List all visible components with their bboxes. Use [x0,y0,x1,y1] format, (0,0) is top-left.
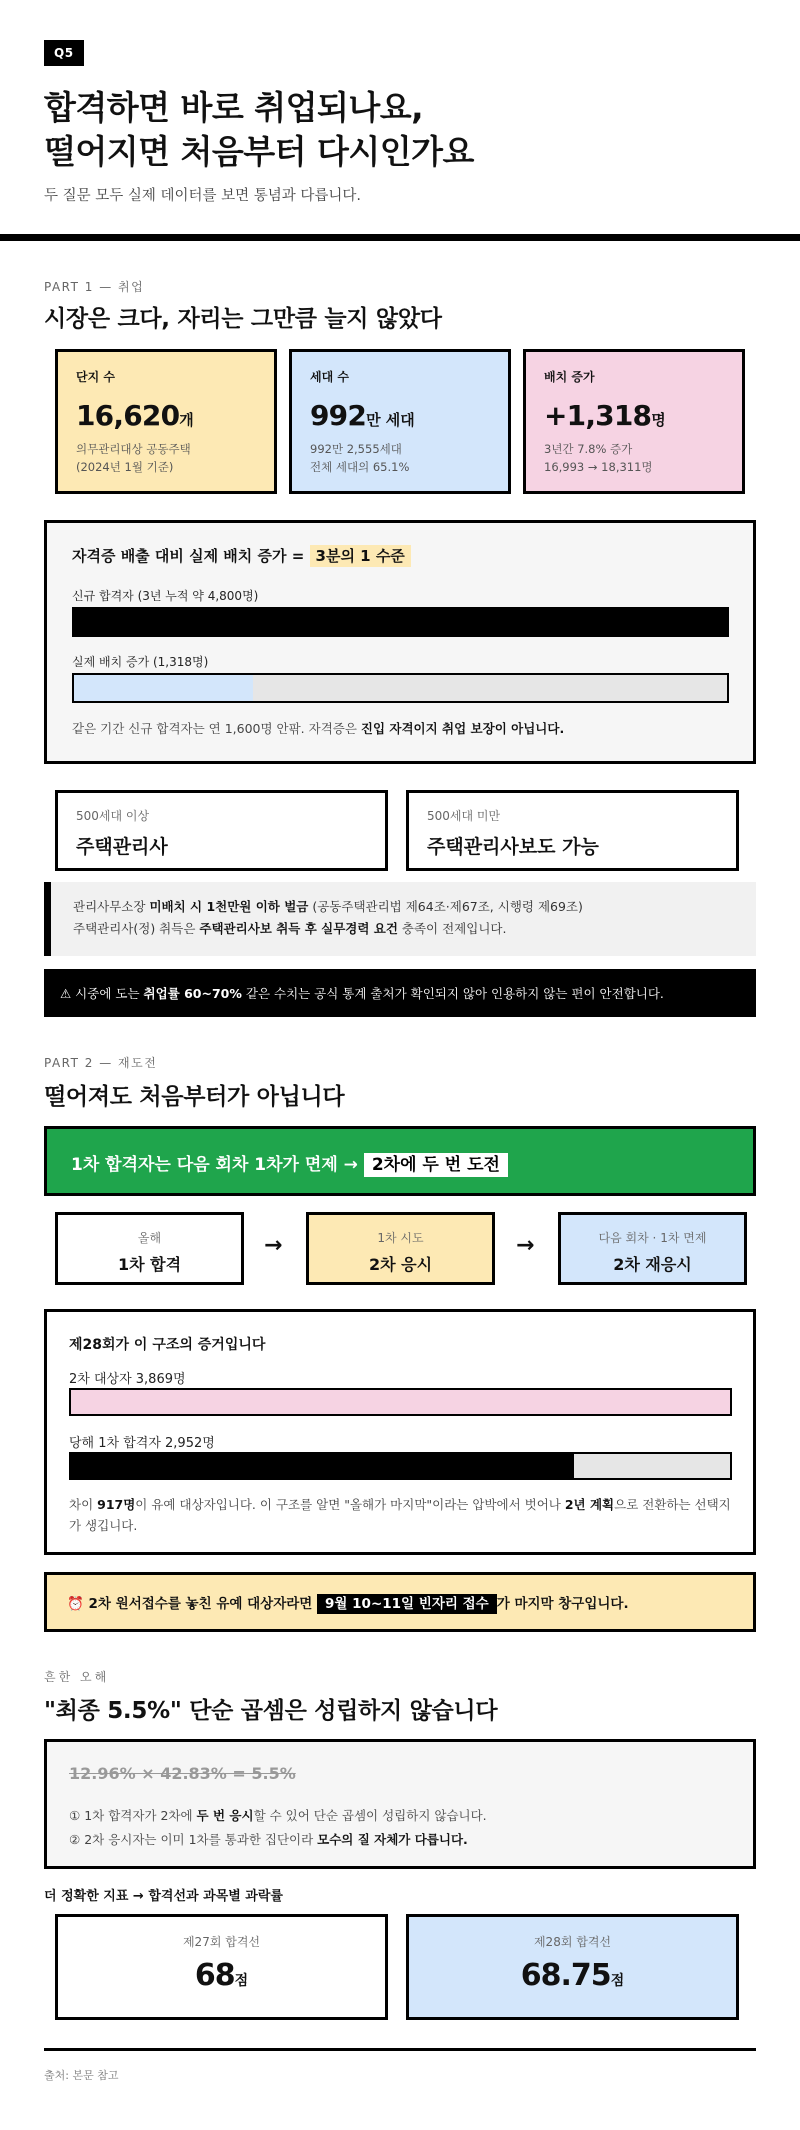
myth-point-1: ① 1차 합격자가 2차에 두 번 응시할 수 있어 단순 곱셈이 성립하지 않습니다. [69,1808,487,1823]
page-title [44,86,756,174]
bar-first-passers [69,1452,732,1480]
part2-heading: 떨어져도 처음부터가 아닙니다 [44,1084,345,1110]
stat-detail: 992만 2,555세대 전체 세대의 65.1% [310,442,410,474]
role-title: 주택관리사 [76,836,168,858]
wrong-formula: 12.96% × 42.83% = 5.5% [69,1764,296,1783]
retry-highlight: 2차에 두 번 도전 [364,1153,508,1177]
evidence-note: 차이 917명이 유예 대상자입니다. 이 구조를 알면 "올해가 마지막"이라는 압박에서 벗어나 2년 계획으로 전환하는 선택지가 생깁니다. [69,1497,731,1533]
score-label: 제27회 합격선 [182,1935,261,1949]
role-title: 주택관리사보도 가능 [427,836,599,858]
stat-card-households [289,349,511,494]
bar-fill [71,1390,730,1414]
comparison-highlight: 3분의 1 수준 [310,545,411,567]
myth-point-2: ② 2차 응시자는 이미 1차를 통과한 집단이라 모수의 질 자체가 다릅니다. [69,1832,468,1847]
role-card-manager [55,790,388,871]
stat-card-complexes [55,349,277,494]
score-card-27 [55,1914,388,2020]
role-sub: 500세대 이상 [76,809,150,823]
law-line-2: 주택관리사(정) 취득은 주택관리사보 취득 후 실무경력 요건 충족이 전제입니다. [73,921,507,936]
law-line-1: 관리사무소장 미배치 시 1천만원 이하 벌금 (공동주택관리법 제64조·제67조, 시행령 제69조) [73,899,583,914]
alarm-clock-icon: ⏰ [67,1596,84,1612]
page-subtitle: 두 질문 모두 실제 데이터를 보면 통념과 다릅니다. [44,188,362,204]
bar-label-new-passers: 신규 합격자 (3년 누적 약 4,800명) [72,589,259,603]
retry-banner: 1차 합격자는 다음 회차 1차가 면제 → 2차에 두 번 도전 [44,1126,756,1196]
myth-eyebrow: 흔한 오해 [44,1670,110,1684]
part2-eyebrow: PART 2 — 재도전 [44,1056,158,1070]
evidence-panel [44,1309,756,1555]
stat-value: 992만 세대 [310,399,415,432]
bar-new-passers [72,607,729,637]
stat-detail: 3년간 7.8% 증가 16,993 → 18,311명 [544,442,653,474]
header-divider [0,234,800,241]
flow-step-3 [558,1212,747,1285]
law-callout [44,882,756,956]
role-sub: 500세대 미만 [427,809,501,823]
bar-fill [74,609,727,635]
score-card-28 [406,1914,739,2020]
evidence-title: 제28회가 이 구조의 증거입니다 [69,1337,266,1353]
stat-detail: 의무관리대상 공동주택 (2024년 1월 기준) [76,442,191,474]
stat-label: 단지 수 [76,370,115,384]
role-card-assistant [406,790,739,871]
flow-title: 1차 합격 [117,1255,182,1274]
score-value: 68점 [194,1958,249,1993]
flow-step-1 [55,1212,244,1285]
bar-second-targets [69,1388,732,1416]
warning-banner: ⚠ 시중에 도는 취업률 60~70% 같은 수치는 공식 통계 출처가 확인되지 않아 인용하지 않는 편이 안전합니다. [44,969,756,1017]
stat-card-placements [523,349,745,494]
stat-label: 세대 수 [310,370,349,384]
title-line-2: 떨어지면 처음부터 다시인가요 [44,132,474,171]
bar-label-first-passers: 당해 1차 합격자 2,952명 [69,1436,215,1451]
myth-panel [44,1739,756,1869]
alarm-highlight: 9월 10~11일 빈자리 접수 [317,1594,497,1614]
question-tag: Q5 [44,40,84,66]
footer-source: 출처: 본문 참고 [44,2069,119,2082]
stat-label: 배치 증가 [544,370,595,384]
flow-step-2 [306,1212,495,1285]
flow-title: 2차 재응시 [613,1255,692,1274]
part1-eyebrow: PART 1 — 취업 [44,280,145,294]
flow-sub: 1차 시도 [377,1231,424,1245]
stat-value: +1,318명 [544,399,666,432]
bar-fill [74,675,253,701]
flow-sub: 다음 회차 · 1차 면제 [598,1231,707,1245]
flow-title: 2차 응시 [368,1255,433,1274]
bar-fill [71,1454,574,1478]
footer-divider [44,2048,756,2051]
flow-sub: 올해 [137,1231,162,1245]
bar-placements [72,673,729,703]
comparison-title: 자격증 배출 대비 실제 배치 증가 = 3분의 1 수준 [72,545,411,566]
arrow-right-icon: → [516,1233,535,1258]
comparison-note: 같은 기간 신규 합격자는 연 1,600명 안팎. 자격증은 진입 자격이지 취업 보장이 아닙니다. [72,721,565,736]
comparison-panel [44,520,756,764]
score-value: 68.75점 [520,1958,625,1993]
myth-heading: "최종 5.5%" 단순 곱셈은 성립하지 않습니다 [44,1698,498,1724]
better-metric-label: 더 정확한 지표 → 합격선과 과목별 과락률 [44,1889,283,1904]
alarm-callout: ⏰ 2차 원서접수를 놓친 유예 대상자라면 9월 10~11일 빈자리 접수 가 마지막 창구입니다. [44,1572,756,1632]
stat-value: 16,620개 [76,399,194,432]
title-line-1: 합격하면 바로 취업되나요, [44,88,424,127]
arrow-right-icon: → [264,1233,283,1258]
part1-heading: 시장은 크다, 자리는 그만큼 늘지 않았다 [44,306,442,332]
score-label: 제28회 합격선 [533,1935,612,1949]
bar-label-targets: 2차 대상자 3,869명 [69,1372,186,1387]
bar-label-placements: 실제 배치 증가 (1,318명) [72,655,209,669]
